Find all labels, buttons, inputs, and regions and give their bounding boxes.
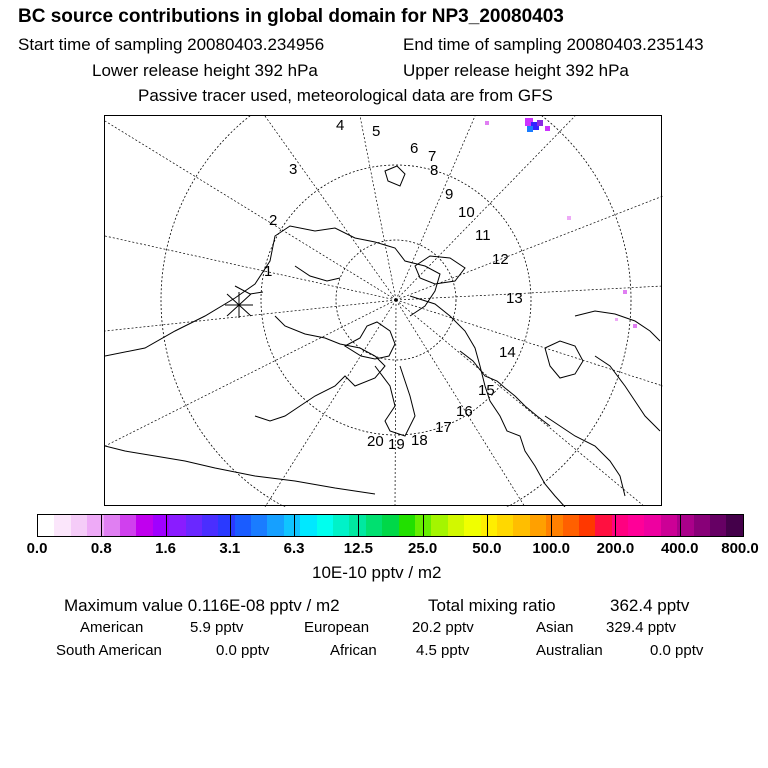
colorbar-cell [120,515,136,536]
traj-label-15: 15 [478,382,495,399]
colorbar-cell [399,515,415,536]
total-mixing-label: Total mixing ratio [428,596,556,615]
colorbar-cell [54,515,70,536]
colorbar-tick-label: 100.0 [532,540,570,557]
traj-label-16: 16 [456,403,473,420]
colorbar-tick [615,514,616,537]
colorbar-cell [497,515,513,536]
colorbar-units: 10E-10 pptv / m2 [312,563,442,582]
traj-label-10: 10 [458,204,475,221]
colorbar-cell [169,515,185,536]
colorbar-cell [481,515,497,536]
colorbar-tick-label: 3.1 [219,540,241,557]
colorbar-cell [726,515,742,536]
colorbar-cell [366,515,382,536]
traj-label-6: 6 [410,140,419,157]
traj-label-4: 4 [336,117,345,134]
asian-label: Asian [536,619,574,636]
colorbar-tick [680,514,681,537]
traj-label-5: 5 [372,123,381,140]
colorbar-tick [423,514,424,537]
colorbar-cell [448,515,464,536]
end-time: End time of sampling 20080403.235143 [403,35,704,54]
map-panel [104,115,662,506]
max-value: Maximum value 0.116E-08 pptv / m2 [64,596,340,615]
traj-label-1: 1 [264,263,273,280]
colorbar-tick [294,514,295,537]
colorbar-cell [644,515,660,536]
colorbar-cell [71,515,87,536]
trajectory-start-marker [225,292,253,318]
colorbar-tick [166,514,167,537]
meridians [105,116,663,507]
colorbar-tick-label: 6.3 [283,540,305,557]
colorbar-cell [546,515,562,536]
european-label: European [304,619,370,636]
colorbar-cell [153,515,169,536]
american-label: American [80,619,144,636]
plot-title: BC source contributions in global domain for NP3_20080403 [18,6,564,27]
traj-label-7: 7 [428,148,437,165]
colorbar-cell [104,515,120,536]
colorbar-cell [579,515,595,536]
colorbar-cell [694,515,710,536]
traj-label-2: 2 [269,212,278,229]
colorbar-cell [202,515,218,536]
colorbar-tick [487,514,488,537]
colorbar-cell [267,515,283,536]
colorbar-cell [431,515,447,536]
traj-label-20: 20 [367,433,384,450]
colorbar-cell [612,515,628,536]
colorbar-tick-label: 1.6 [155,540,176,557]
colorbar-cell [251,515,267,536]
colorbar-tick-label: 0.8 [90,540,112,557]
colorbar-cell [218,515,234,536]
colorbar-cell [317,515,333,536]
colorbar [37,514,744,537]
map-canvas [105,116,663,507]
colorbar-cell [333,515,349,536]
coastlines [105,166,660,507]
traj-label-12: 12 [492,251,509,268]
south-american-label: South American [56,642,162,659]
european-value: 20.2 pptv [412,619,474,636]
american-value: 5.9 pptv [190,619,244,636]
colorbar-cell [513,515,529,536]
colorbar-cell [136,515,152,536]
colorbar-cell [661,515,677,536]
start-time: Start time of sampling 20080403.234956 [18,35,325,54]
total-mixing-value: 362.4 pptv [610,596,690,615]
lower-release-height: Lower release height 392 hPa [92,61,318,80]
colorbar-tick [358,514,359,537]
colorbar-cell [710,515,726,536]
traj-label-11: 11 [475,227,491,244]
colorbar-tick [551,514,552,537]
traj-label-14: 14 [499,344,516,361]
traj-label-9: 9 [445,186,454,203]
australian-label: Australian [536,642,603,659]
traj-label-19: 19 [388,436,405,453]
colorbar-tick-label: 50.0 [472,540,502,557]
south-american-value: 0.0 pptv [216,642,270,659]
colorbar-cell [235,515,251,536]
colorbar-cell [628,515,644,536]
colorbar-tick-label: 0.0 [26,540,48,557]
upper-release-height: Upper release height 392 hPa [403,61,629,80]
traj-label-18: 18 [411,432,428,449]
colorbar-tick-label: 200.0 [596,540,635,557]
tracer-note: Passive tracer used, meteorological data are from GFS [138,86,553,105]
colorbar-tick-label: 800.0 [721,540,759,557]
colorbar-tick [230,514,231,537]
asian-value: 329.4 pptv [606,619,677,636]
african-label: African [330,642,377,659]
traj-label-3: 3 [289,161,298,178]
colorbar-cell [300,515,316,536]
traj-label-17: 17 [435,419,452,436]
colorbar-cell [464,515,480,536]
colorbar-cell [595,515,611,536]
traj-label-8: 8 [430,162,439,179]
colorbar-cell [563,515,579,536]
australian-value: 0.0 pptv [650,642,704,659]
colorbar-cell [530,515,546,536]
colorbar-tick-label: 25.0 [408,540,438,557]
colorbar-tick-label: 400.0 [660,540,699,557]
colorbar-tick-label: 12.5 [343,540,373,557]
traj-label-13: 13 [506,290,523,307]
colorbar-cell [382,515,398,536]
colorbar-cell [38,515,54,536]
colorbar-tick [101,514,102,537]
african-value: 4.5 pptv [416,642,470,659]
colorbar-cell [284,515,300,536]
colorbar-cell [186,515,202,536]
